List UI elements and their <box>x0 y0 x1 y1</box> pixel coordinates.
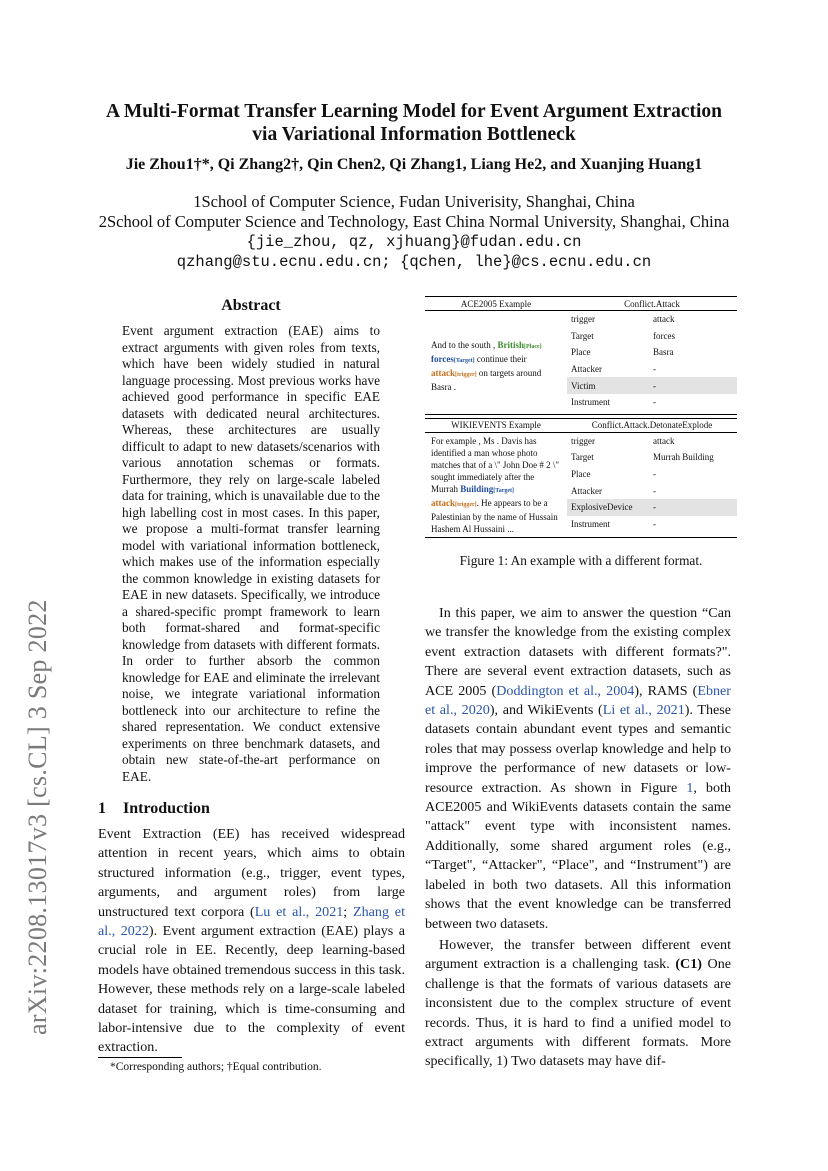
role-name: Target <box>571 330 594 341</box>
figure-reference-link[interactable]: 1 <box>686 779 694 796</box>
role-value: attack <box>653 314 675 325</box>
arxiv-identifier: arXiv:2208.13017v3 [cs.CL] 3 Sep 2022 <box>23 599 52 1035</box>
target-tag: [Target] <box>493 487 515 494</box>
role-name: trigger <box>571 314 595 325</box>
citation-link[interactable]: Ebner et al., 2020 <box>425 682 731 719</box>
role-value: - <box>653 469 656 480</box>
email-line-2: qzhang@stu.ecnu.edu.cn; {qchen, lhe}@cs.ecnu.edu.cn <box>176 253 652 271</box>
place-tag: [Place] <box>524 344 542 350</box>
affiliation-2: 2School of Computer Science and Technology, East China Normal University, Shanghai, China <box>98 212 730 231</box>
title-line-2: via Variational Information Bottleneck <box>252 124 576 145</box>
right-paragraph-1 <box>425 604 731 934</box>
panel1-roles <box>567 311 737 411</box>
body-text-part: ), RAMS ( <box>634 682 698 699</box>
role-value: - <box>653 502 656 513</box>
role-value: Basra <box>653 347 674 358</box>
role-row <box>567 482 737 499</box>
affiliation-1: 1School of Computer Science, Fudan Univerisity, Shanghai, China <box>193 192 635 211</box>
role-row <box>567 344 737 361</box>
body-text-part: ), and WikiEvents ( <box>489 702 603 719</box>
intro-text-part: ; <box>343 903 354 920</box>
role-name: trigger <box>571 435 595 446</box>
body-text-part: In this paper, we aim to answer the question “Can we transfer the knowledge from the existing complex event extraction datasets with different formats?". There are several event extraction datasets, such as ACE 2005 ( <box>425 605 731 699</box>
role-row <box>567 433 737 450</box>
role-row <box>567 449 737 466</box>
section-heading-introduction <box>98 800 210 818</box>
trigger-tag: [trigger] <box>455 501 477 508</box>
role-row <box>567 328 737 345</box>
citation-link[interactable]: Li et al., 2021 <box>602 702 685 719</box>
sentence-text: continue their <box>474 354 527 364</box>
target-tag: [Target] <box>453 358 475 364</box>
role-row <box>567 361 737 378</box>
role-name: ExplosiveDevice <box>571 502 633 513</box>
section-number: 1 <box>98 800 106 817</box>
trigger-word: attack <box>431 497 455 508</box>
role-row <box>567 377 737 394</box>
sentence-text: on targets around Basra . <box>431 368 542 392</box>
panel2-roles <box>567 433 737 537</box>
footnote-rule <box>98 1057 182 1058</box>
section-title: Introduction <box>123 800 210 817</box>
panel2-left-header: WIKIEVENTS Example <box>451 420 541 431</box>
right-paragraph-2 <box>425 936 731 1072</box>
role-value: attack <box>653 435 675 446</box>
right-column-text <box>425 604 731 1072</box>
body-text-part: However, the transfer between different event argument extraction is a challenging task. <box>425 936 731 973</box>
citation-link[interactable]: Doddington et al., 2004 <box>496 682 635 699</box>
role-value: - <box>653 485 656 496</box>
footnote: *Corresponding authors; †Equal contribution. <box>110 1061 322 1073</box>
paper-title <box>60 100 768 146</box>
citation-link[interactable]: Lu et al., 2021 <box>254 903 344 920</box>
role-name: Place <box>571 347 591 358</box>
role-name: Instrument <box>571 518 610 529</box>
role-row <box>567 311 737 328</box>
title-line-1: A Multi-Format Transfer Learning Model for Event Argument Extraction <box>106 101 722 122</box>
role-row <box>567 394 737 411</box>
role-value: - <box>653 364 656 375</box>
target-word: forces <box>431 354 454 364</box>
sentence-text: . He appears to be a Palestinian by the name of Hussain Hashem Al Hussaini ... <box>431 497 558 534</box>
sentence-text: For example , Ms . Davis has identified a man whose photo matches that of a \" John Doe # 2 \" sought immediately after the Murrah <box>431 435 560 494</box>
role-value: Murrah Building <box>653 452 714 463</box>
intro-text-part: Event Extraction (EE) has received widespread attention in recent years, which aims to obtain structured information (e.g., trigger, event types, arguments, and argument roles) from large unstructured text corpora ( <box>98 826 405 920</box>
body-text-part: , both ACE2005 and WikiEvents datasets contain the same "attack" event type with inconsistent names. Additionally, some shared argument roles (e.g., “Target", “Attacker", “Place", and “Instrument") are labeled in both two datasets. All this information shows that the event knowledge can be transferred between two datasets. <box>425 779 731 932</box>
role-value: - <box>653 518 656 529</box>
panel1-sentence <box>425 311 567 411</box>
place-word: British <box>497 340 525 350</box>
citation-link[interactable]: Zhang et al., 2022 <box>98 903 405 940</box>
role-row <box>567 516 737 533</box>
email-line-1: {jie_zhou, qz, xjhuang}@fudan.edu.cn <box>246 233 582 251</box>
trigger-tag: [trigger] <box>455 372 477 378</box>
panel1 <box>425 311 737 411</box>
panel2-right-header: Conflict.Attack.DetonateExplode <box>591 420 713 431</box>
author-list: Jie Zhou1†*, Qi Zhang2†, Qin Chen2, Qi Zhang1, Liang He2, and Xuanjing Huang1 <box>125 156 703 173</box>
role-value: - <box>653 397 656 408</box>
abstract-text: Event argument extraction (EAE) aims to extract arguments with given roles from texts, which have been widely studied in natural language processing. Most previous works have achieved good performance in specific EAE datasets with dedicated neural architectures. Whereas, these architectures are usually difficult to adapt to new datasets/scenarios with various annotation schemas or formats. Furthermore, they rely on large-scale labeled data for training, which is unavailable due to the high labelling cost in most cases. In this paper, we propose a multi-format transfer learning model with variational information bottleneck, which makes use of the information especially the common knowledge in existing datasets for EAE in new datasets. Specifically, we introduce a shared-specific prompt framework to learn both format-shared and format-specific knowledge from datasets with different formats. In order to further absorb the common knowledge for EAE and eliminate the irrelevant noise, we integrate variational information bottleneck into our architecture to refine the shared representation. We conduct extensive experiments on three benchmark datasets, and obtain new state-of-the-art performance on EAE. <box>122 323 380 784</box>
role-name: Attacker <box>571 485 602 496</box>
role-name: Target <box>571 452 594 463</box>
panel2 <box>425 433 737 537</box>
sentence-text: And to the south , <box>431 340 498 350</box>
panel1-right-header: Conflict.Attack <box>624 298 680 309</box>
panel1-left-header: ACE2005 Example <box>460 298 532 309</box>
figure-1 <box>425 296 737 538</box>
target-word: Building <box>460 483 494 494</box>
role-row <box>567 466 737 483</box>
trigger-word: attack <box>431 368 455 378</box>
abstract-heading: Abstract <box>221 297 281 314</box>
panel1-header <box>425 297 737 310</box>
introduction-paragraph <box>98 825 405 1058</box>
role-name: Instrument <box>571 397 610 408</box>
challenge-label: (C1) <box>675 956 702 973</box>
role-row <box>567 499 737 516</box>
body-text-part: ). These datasets contain abundant event types and semantic roles that may possess overlap knowledge and help to improve the performance of new datasets or low-resource extraction. As shown in Figure <box>425 702 732 796</box>
panel2-header <box>425 419 737 432</box>
intro-text-part: ). Event argument extraction (EAE) plays a crucial role in EE. Recently, deep learning-based models have obtained tremendous success in this task. However, these methods rely on a large-scale labeled dataset for training, which is time-consuming and labor-intensive due to the complexity of event extraction. <box>98 923 405 1056</box>
role-value: - <box>653 380 656 391</box>
body-text-part: One challenge is that the formats of various datasets are inconsistent due to the complex structure of event records. Thus, it is hard to find a unified model to extract arguments with different formats. More specifically, 1) Two datasets may have dif- <box>425 956 731 1070</box>
figure-caption: Figure 1: An example with a different format. <box>459 553 703 568</box>
role-name: Attacker <box>571 364 602 375</box>
role-name: Victim <box>571 380 596 391</box>
role-value: forces <box>653 330 675 341</box>
role-name: Place <box>571 469 591 480</box>
panel2-sentence <box>425 433 567 537</box>
